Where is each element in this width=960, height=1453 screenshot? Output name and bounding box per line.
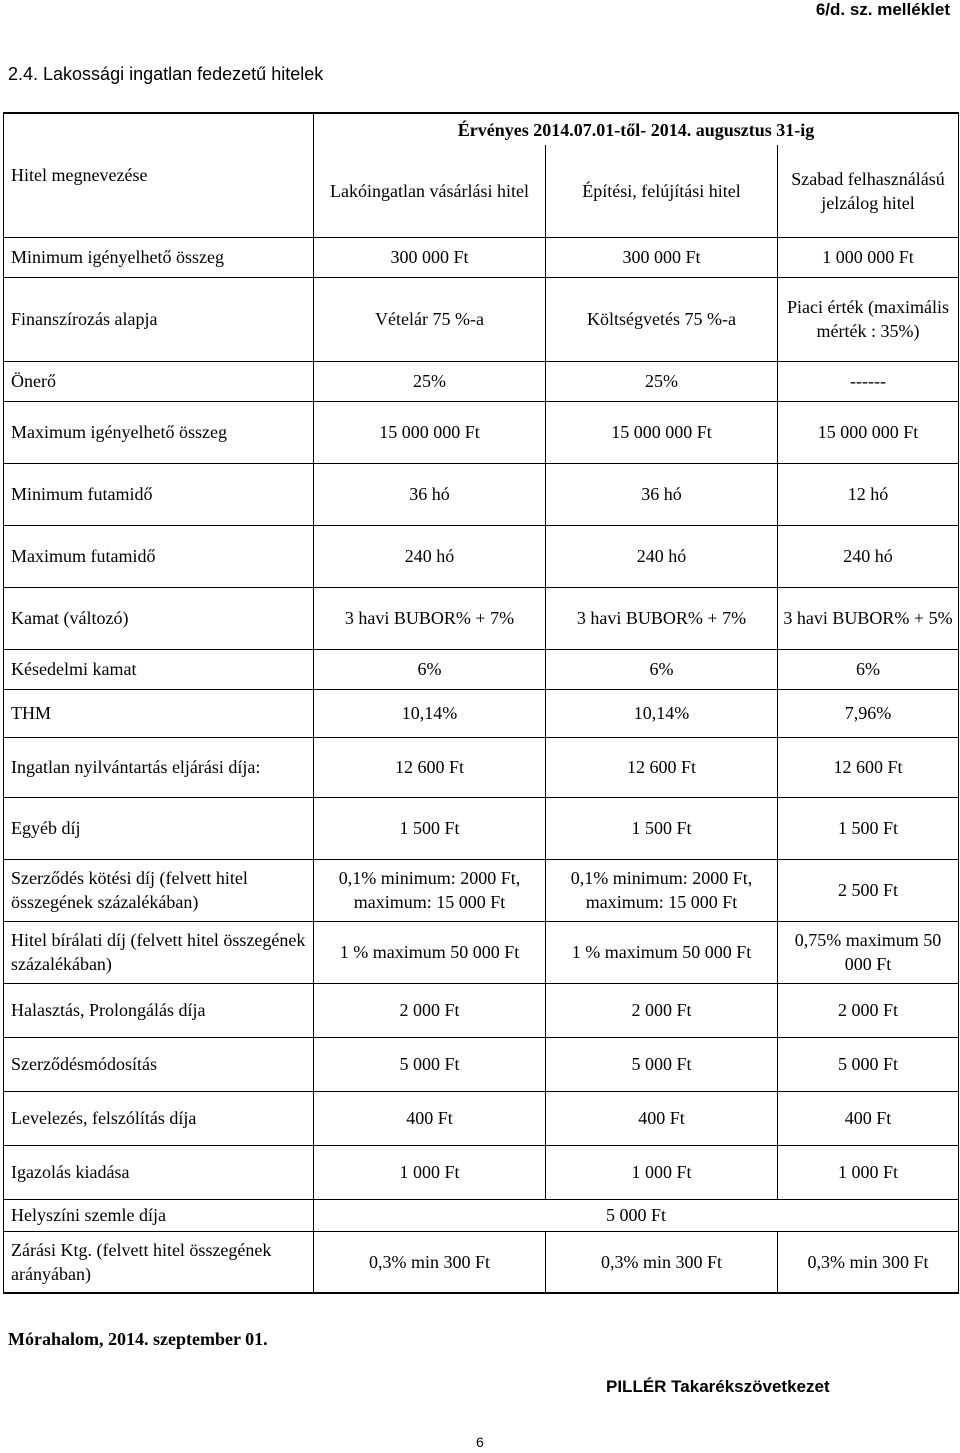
table-cell: 5 000 Ft — [778, 1037, 959, 1091]
table-row — [4, 797, 959, 859]
table-cell: 1 % maximum 50 000 Ft — [314, 921, 546, 983]
table-cell: 240 hó — [314, 525, 546, 587]
table-cell: 0,3% min 300 Ft — [546, 1231, 778, 1293]
table-cell: 6% — [778, 649, 959, 689]
place-date: Mórahalom, 2014. szeptember 01. — [8, 1329, 268, 1349]
table-cell: 36 hó — [314, 463, 546, 525]
table-row — [4, 525, 959, 587]
table-cell: 0,1% minimum: 2000 Ft, maximum: 15 000 Ft — [546, 859, 778, 921]
column-header-epitesi: Építési, felújítási hitel — [546, 145, 778, 237]
table-cell: 3 havi BUBOR% + 5% — [778, 587, 959, 649]
table-cell: 12 hó — [778, 463, 959, 525]
annex-label: 6/d. sz. melléklet — [815, 0, 950, 19]
table-cell: 1 500 Ft — [778, 797, 959, 859]
table-cell: 12 600 Ft — [778, 737, 959, 797]
validity-period: Érvényes 2014.07.01-től- 2014. augusztus 31-ig — [314, 113, 959, 145]
table-row — [4, 1231, 959, 1293]
table-row — [4, 361, 959, 401]
table-cell: Költségvetés 75 %-a — [546, 277, 778, 361]
row-label: Önerő — [4, 361, 314, 401]
table-cell: 2 500 Ft — [778, 859, 959, 921]
table-cell: 1 500 Ft — [314, 797, 546, 859]
table-row — [4, 921, 959, 983]
table-cell: 1 000 000 Ft — [778, 237, 959, 277]
table-row — [4, 649, 959, 689]
loan-conditions-table — [3, 112, 959, 1294]
table-cell: 5 000 Ft — [546, 1037, 778, 1091]
table-row — [4, 463, 959, 525]
row-label: Minimum futamidő — [4, 463, 314, 525]
table-row — [4, 401, 959, 463]
table-cell: 15 000 000 Ft — [778, 401, 959, 463]
table-cell: 10,14% — [546, 689, 778, 737]
organization-name: PILLÉR Takarékszövetkezet — [606, 1377, 830, 1396]
table-cell: 2 000 Ft — [778, 983, 959, 1037]
row-label: THM — [4, 689, 314, 737]
table-cell: 25% — [314, 361, 546, 401]
row-label: Szerződésmódosítás — [4, 1037, 314, 1091]
table-cell: 15 000 000 Ft — [546, 401, 778, 463]
table-row — [4, 587, 959, 649]
table-row — [4, 1199, 959, 1231]
table-cell: 12 600 Ft — [314, 737, 546, 797]
row-label: Minimum igényelhető összeg — [4, 237, 314, 277]
row-label: Finanszírozás alapja — [4, 277, 314, 361]
table-cell: 400 Ft — [778, 1091, 959, 1145]
table-cell: 3 havi BUBOR% + 7% — [314, 587, 546, 649]
table-cell: 1 000 Ft — [778, 1145, 959, 1199]
table-row — [4, 983, 959, 1037]
table-cell: 6% — [314, 649, 546, 689]
row-label: Szerződés kötési díj (felvett hitel összegének százalékában) — [4, 859, 314, 921]
table-cell: Vételár 75 %-a — [314, 277, 546, 361]
table-cell: 240 hó — [778, 525, 959, 587]
page-number: 6 — [476, 1434, 484, 1450]
table-cell: 0,75% maximum 50 000 Ft — [778, 921, 959, 983]
row-label: Késedelmi kamat — [4, 649, 314, 689]
table-row — [4, 1091, 959, 1145]
row-label: Hitel bírálati díj (felvett hitel összegének százalékában) — [4, 921, 314, 983]
table-cell: 7,96% — [778, 689, 959, 737]
row-label: Helyszíni szemle díja — [4, 1199, 314, 1231]
table-cell: 400 Ft — [546, 1091, 778, 1145]
table-cell: 300 000 Ft — [314, 237, 546, 277]
row-label: Ingatlan nyilvántartás eljárási díja: — [4, 737, 314, 797]
table-cell: Piaci érték (maximális mérték : 35%) — [778, 277, 959, 361]
row-label: Kamat (változó) — [4, 587, 314, 649]
table-cell: 240 hó — [546, 525, 778, 587]
table-cell: ------ — [778, 361, 959, 401]
row-label: Levelezés, felszólítás díja — [4, 1091, 314, 1145]
table-cell: 1 500 Ft — [546, 797, 778, 859]
table-row — [4, 1037, 959, 1091]
section-title: 2.4. Lakossági ingatlan fedezetű hitelek — [8, 64, 324, 84]
table-cell-merged: 5 000 Ft — [314, 1199, 959, 1231]
table-cell: 5 000 Ft — [314, 1037, 546, 1091]
table-row — [4, 277, 959, 361]
row-label: Maximum futamidő — [4, 525, 314, 587]
table-cell: 25% — [546, 361, 778, 401]
row-label: Zárási Ktg. (felvett hitel összegének arányában) — [4, 1231, 314, 1293]
table-row — [4, 1145, 959, 1199]
row-label: Halasztás, Prolongálás díja — [4, 983, 314, 1037]
table-cell: 0,1% minimum: 2000 Ft, maximum: 15 000 Ft — [314, 859, 546, 921]
table-cell: 0,3% min 300 Ft — [778, 1231, 959, 1293]
table-row — [4, 859, 959, 921]
table-cell: 36 hó — [546, 463, 778, 525]
table-cell: 2 000 Ft — [546, 983, 778, 1037]
row-label: Maximum igényelhető összeg — [4, 401, 314, 463]
table-cell: 400 Ft — [314, 1091, 546, 1145]
table-row — [4, 689, 959, 737]
table-cell: 1 000 Ft — [314, 1145, 546, 1199]
table-row — [4, 737, 959, 797]
table-cell: 15 000 000 Ft — [314, 401, 546, 463]
row-label-header: Hitel megnevezése — [4, 113, 314, 237]
table-cell: 1 000 Ft — [546, 1145, 778, 1199]
table-row — [4, 237, 959, 277]
table-cell: 12 600 Ft — [546, 737, 778, 797]
column-header-szabad: Szabad felhasználású jelzálog hitel — [778, 145, 959, 237]
table-cell: 0,3% min 300 Ft — [314, 1231, 546, 1293]
table-cell: 2 000 Ft — [314, 983, 546, 1037]
table-cell: 300 000 Ft — [546, 237, 778, 277]
column-header-lakoingatlan: Lakóingatlan vásárlási hitel — [314, 145, 546, 237]
table-cell: 3 havi BUBOR% + 7% — [546, 587, 778, 649]
row-label: Egyéb díj — [4, 797, 314, 859]
table-cell: 6% — [546, 649, 778, 689]
row-label: Igazolás kiadása — [4, 1145, 314, 1199]
table-cell: 10,14% — [314, 689, 546, 737]
table-cell: 1 % maximum 50 000 Ft — [546, 921, 778, 983]
